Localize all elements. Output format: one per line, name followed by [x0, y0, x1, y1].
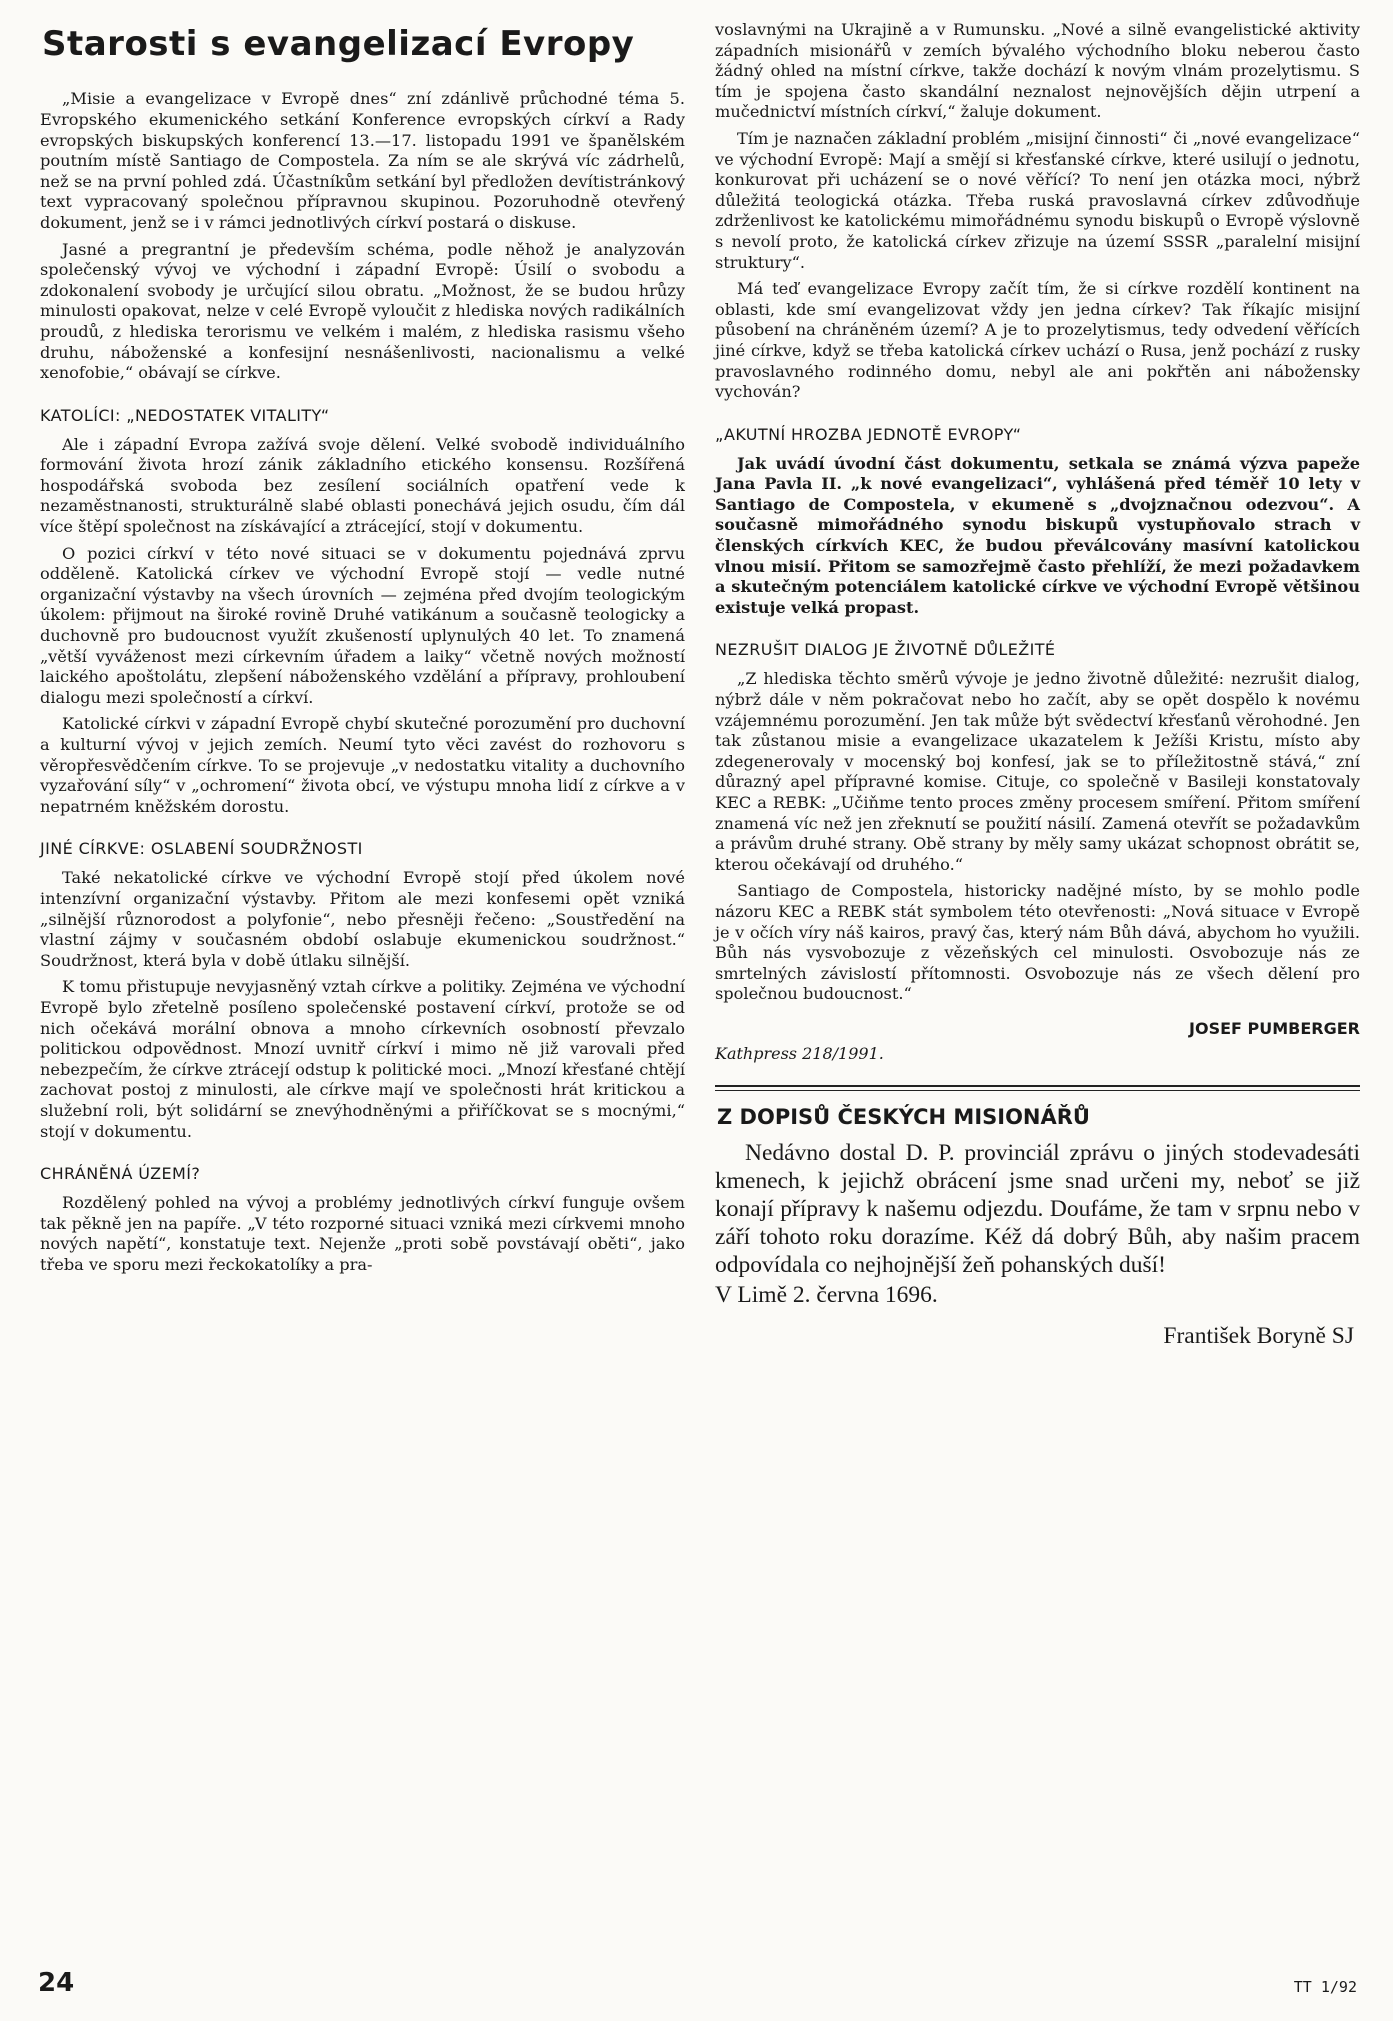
- paragraph: „Z hlediska těchto směrů vývoje je jedno životně důležité: nezrušit dialog, nýbrž dále v něm pokračovat nebo ho začít, aby se opět dospělo k novému vzájemnému porozumění. Jen tak může být svědectví křesťanů věrohodné. Jen tak zůstanou misie a evangelizace ukazatelem k Ježíši Kristu, místo aby zdegenerovaly v mocenský boj konfesí, jak se to příležitostně stává,“ zní důrazný apel přípravné komise. Cituje, co společně v Basileji konstatovaly KEC a REBK: „Učiňme tento proces změny procesem smíření. Přitom smíření znamená víc než jen zřeknutí se použití násilí. Zamená otevřít se požadavkům a právům druhé strany. Obě strany by měly samy ukázat schopnost obrátit se, kterou očekávají od druhého.“: [715, 669, 1360, 874]
- right-column: [715, 20, 1360, 1350]
- paragraph: Jasné a pregrantní je především schéma, podle něhož je analyzován společenský vývoj ve východní i západní Evropě: Úsilí o svobodu a zdokonalení svobody je určující silou obratu. „Možnost, že se budou hrůzy minulosti opakovat, nelze v celé Evropě vyloučit z hlediska nových radikálních proudů, z hlediska terorismu ve velkém i malém, z hlediska rasismu všeho druhu, náboženské a konfesijní nesnášenlivosti, nacionalismu a velké xenofobie,“ obávají se církve.: [40, 239, 685, 383]
- paragraph: „Misie a evangelizace v Evropě dnes“ zní zdánlivě průchodné téma 5. Evropského ekumenického setkání Konference evropských církví a Rady evropských biskupských konferencí 13.—17. listopadu 1991 ve španělském poutním místě Santiago de Compostela. Za ním se ale skrývá víc zádrhelů, než se na první pohled zdá. Účastníkům setkání byl předložen devítistránkový text vypracovaný společnou přípravnou skupinou. Pozoruhodně otevřený dokument, jenž se i v rámci jednotlivých církví postará o diskuse.: [40, 89, 685, 232]
- paragraph: Také nekatolické církve ve východní Evropě stojí před úkolem nové intenzívní organizační výstavby. Přitom ale mezi konfesemi opět vzniká „silnější různorodost a polyfonie“, nebo přesněji řečeno: „Soustředění na vlastní zájmy v současném období oslabuje ekumenickou soudržnost.“ Soudržnost, která byla v době útlaku silnější.: [40, 868, 685, 970]
- section-heading: CHRÁNĚNÁ ÚZEMÍ?: [40, 1164, 201, 1184]
- paragraph: K tomu přistupuje nevyjasněný vztah církve a politiky. Zejména ve východní Evropě bylo zřetelně posíleno společenské postavení církví, protože se od nich očekává morální obnova a mnoho církevních osobností převzalo politickou odpovědnost. Mnozí uvnitř církví i mimo ně již varovali před nebezpečím, že církve ztrácejí odstup k politické moci. „Mnozí křesťané chtějí zachovat postoj z minulosti, ale církve mají ve společnosti hrát kritickou a služební roli, být solidární se znevýhodněnými a přiříčkovat se s mocnými,“ stojí v dokumentu.: [40, 977, 685, 1141]
- right-column-body: [715, 20, 1360, 1005]
- paragraph: Tím je naznačen základní problém „misijní činnosti“ či „nové evangelizace“ ve východní Evropě: Mají a smějí si křesťanské církve, které usilují o jednotu, konkurovat při ucházení se o nové věřící? To není jen otázka moci, nýbrž důležitá teologická otázka. Třeba ruská pravoslavná církev zdůvodňuje zdrženlivost ke katolickému mimořádnému synodu biskupů o Evropě výslovně s nevolí proto, že katolická církev zřizuje na území SSSR „paralelní misijní struktury“.: [715, 128, 1360, 272]
- page-number: 24: [38, 1968, 75, 1998]
- paragraph: Jak uvádí úvodní část dokumentu, setkala se známá výzva papeže Jana Pavla II. „k nové evangelizaci“, vyhlášená před téměř 10 lety v Santiago de Compostela, v ekumeně s „dvojznačnou odezvou“. A současně mimořádného synodu biskupů vystupňovalo strach v členských církvích KEC, že budou převálcovány masívní katolickou vlnou misií. Přitom se samozřejmě často přehlíží, že mezi požadavkem a skutečným potenciálem katolické církve ve východní Evropě většinou existuje velká propast.: [715, 453, 1360, 617]
- paragraph: Katolické církvi v západní Evropě chybí skutečné porozumění pro duchovní a kulturní vývoj v jejich zemích. Neumí tyto věci zavést do rozhovoru s věropřesvědčením církve. To se projevuje „v nedostatku vitality a duchovního vyzařování síly“ v „ochromení“ života obcí, ve výstupu mnoha lidí z církve a v nepatrném kněžském dorostu.: [40, 714, 685, 816]
- missionary-letter-box: [715, 1105, 1360, 1350]
- issue-label: TT 1/92: [1293, 1978, 1357, 1996]
- box-title: Z DOPISŮ ČESKÝCH MISIONÁŘŮ: [717, 1104, 1090, 1129]
- paragraph: Ale i západní Evropa zažívá svoje dělení. Velké svobodě individuálního formování života hrozí zánik základního etického konsensu. Rozšířená hospodářská svoboda bez zesílení sociálních opatření vede k nezaměstnanosti, strukturálně slabé oblasti ponechává jejich osudu, čím dál více štěpí společnost na získávající a ztrácející, stojí v dokumentu.: [40, 434, 685, 537]
- paragraph: Má teď evangelizace Evropy začít tím, že si církve rozdělí kontinent na oblasti, kde smí evangelizovat vždy jen jedna církev? Tak říkajíc misijní působení na chráněném území? A je to prozelytismus, tedy odvedení věřících jiné církve, když se třeba katolická církev uchází o Rusa, jenž pochází z rusky pravoslavného rodinného domu, nebyl ale ani pokřtěn ani nábožensky vychován?: [715, 279, 1360, 402]
- paragraph: Santiago de Compostela, historicky nadějné místo, by se mohlo podle názoru KEC a REBK stát symbolem této otevřenosti: „Nová situace v Evropě je v očích víry náš kairos, pravý čas, který nám Bůh dává, abychom ho využili. Bůh nás vysvobozuje z vězeňských cel minulosti. Osvobozuje nás ze smrtelných závislostí přítomnosti. Osvobozuje nás ze všech dělení pro společnou budoucnost.“: [715, 881, 1360, 1004]
- paragraph: O pozici církví v této nové situaci se v dokumentu pojednává zprvu odděleně. Katolická církev ve východní Evropě stojí — vedle nutné organizační výstavby na všech úrovních — zejména před dvojím teologickým úkolem: přijmout na široké rovině Druhé vatikánum a současně teologicky a duchovně pro budoucnost využít zkušeností uplynulých 40 let. To znamená „větší vyváženost mezi církevním úřadem a laiky“ včetně nových možností laického apoštolátu, zlepšení náboženského vzdělání a přípravy, prohloubení dialogu mezi společností a církví.: [40, 543, 685, 707]
- section-heading: KATOLÍCI: „NEDOSTATEK VITALITY“: [40, 405, 330, 425]
- box-paragraph: Nedávno dostal D. P. provinciál zprávu o jiných stodevadesáti kmenech, k jejichž obrácení jsme snad určeni my, neboť se již konají přípravy k našemu odjezdu. Doufáme, že tam v srpnu nebo v září tohoto roku dorazíme. Kéž dá dobrý Bůh, aby našim pracem odpovídala co nejhojnější žeň pohanských duší!: [715, 1139, 1360, 1278]
- article-author: JOSEF PUMBERGER: [1189, 1018, 1360, 1038]
- section-heading: NEZRUŠIT DIALOG JE ŽIVOTNĚ DŮLEŽITÉ: [715, 640, 1056, 660]
- article-source: Kathpress 218/1991.: [715, 1043, 884, 1063]
- section-divider: [715, 1085, 1360, 1091]
- box-signature: František Boryně SJ: [1163, 1322, 1354, 1349]
- paragraph: Rozdělený pohled na vývoj a problémy jednotlivých církví funguje ovšem tak pěkně jen na papíře. „V této rozporné situaci vzniká mezi církvemi mnoho nových napětí“, konstatuje text. Nejenže „proti sobě povstávají oběti“, jako třeba ve sporu mezi řeckokatolíky a pra-: [40, 1193, 685, 1274]
- left-column: [40, 20, 685, 1281]
- paragraph: voslavnými na Ukrajině a v Rumunsku. „Nové a silně evangelistické aktivity západních misionářů v zemích bývalého východního bloku neberou často žádný ohled na místní církve, takže dochází k novým vlnám prozelytismu. S tím je spojena často skandální neznalost nejnovějších dějin utrpení a mučednictví místních církví,“ žaluje dokument.: [715, 20, 1360, 122]
- box-place-date: V Limě 2. června 1696.: [715, 1281, 938, 1308]
- article-title: Starosti s evangelizací Evropy: [42, 24, 635, 64]
- left-column-body: [40, 89, 685, 1275]
- section-heading: JINÉ CÍRKVE: OSLABENÍ SOUDRŽNOSTI: [40, 839, 363, 859]
- section-heading: „AKUTNÍ HROZBA JEDNOTĚ EVROPY“: [715, 424, 1022, 444]
- box-body: [715, 1139, 1360, 1279]
